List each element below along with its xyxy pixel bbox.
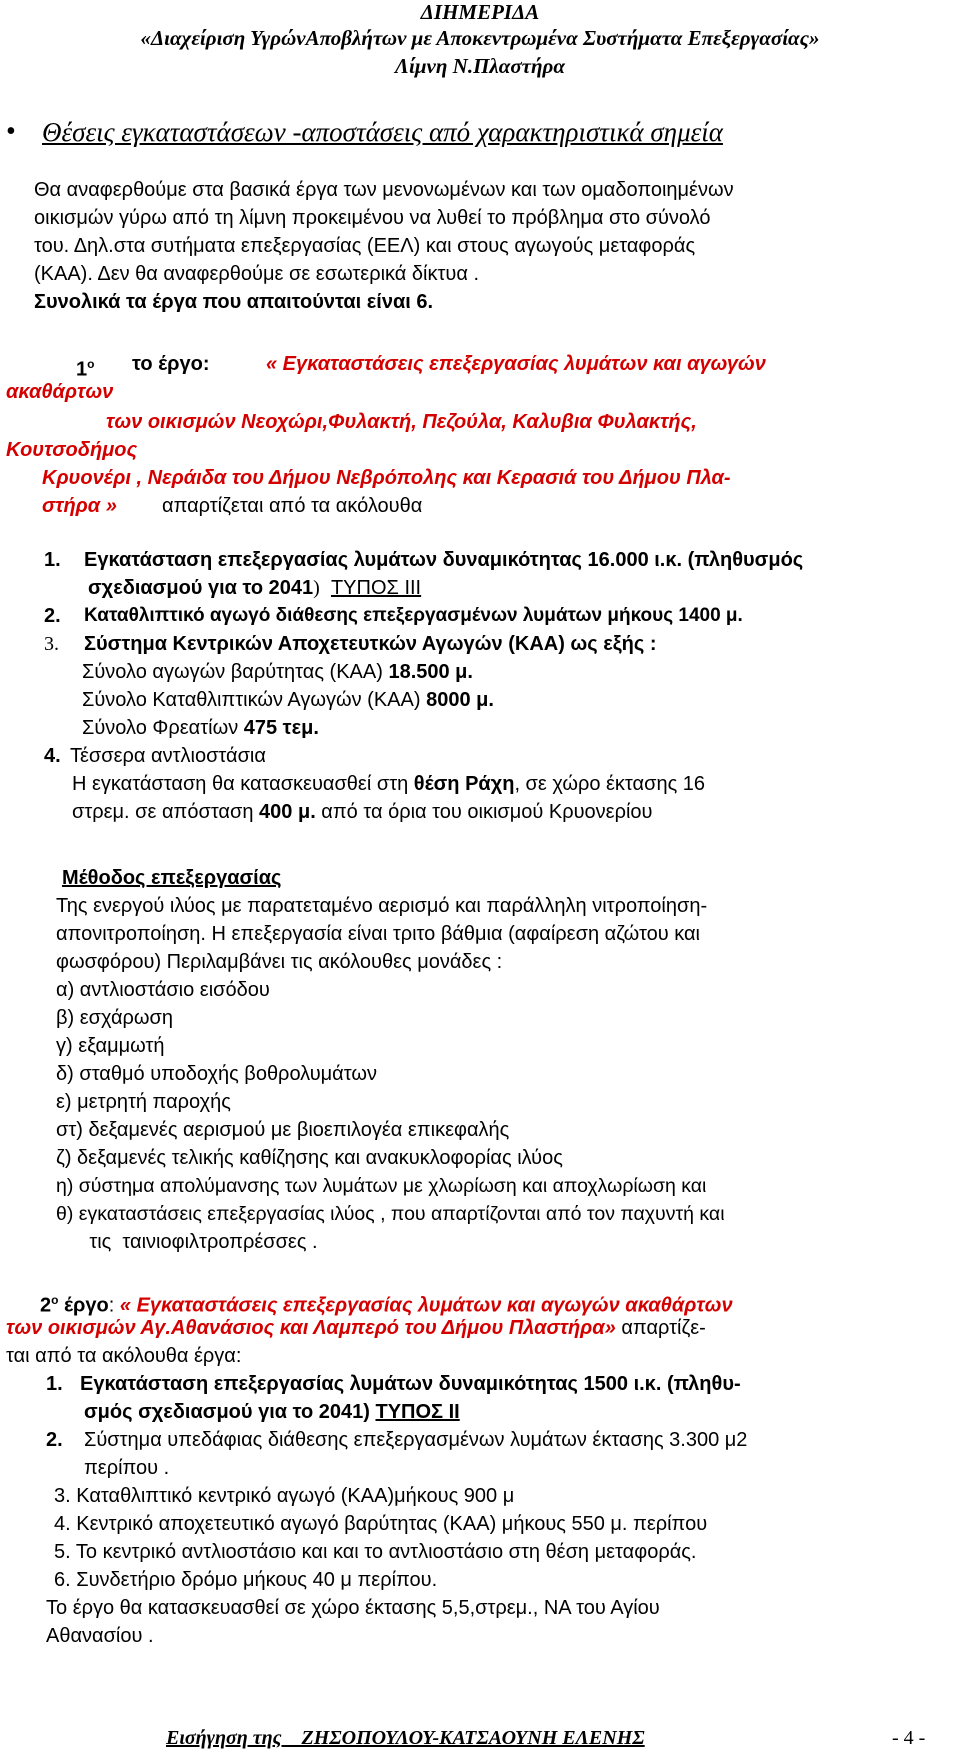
project1-number: $1^o$ <box>76 357 95 381</box>
header-location: Λίμνη Ν.Πλαστήρα <box>395 54 565 78</box>
p1-location-2: στρεμ. σε απόσταση 400 μ. από τα όρια του οικισμού Κρυονερίου <box>72 801 653 823</box>
p2-item5: 5. Το κεντρικό αντλιοστάσιο και και το αντλιοστάσιο στη θέση μεταφοράς. <box>54 1541 697 1563</box>
p2-item1-line2: σμός σχεδιασμού για το 2041) ΤΥΠΟΣ ΙΙ <box>84 1401 460 1423</box>
p2-item1-line1: Εγκατάσταση επεξεργασίας λυμάτων δυναμικότητας 1500 ι.κ. (πληθυ- <box>80 1373 741 1395</box>
method-unit-h: η) σύστημα απολύμανσης των λυμάτων με χλωρίωση και αποχλωρίωση και <box>56 1175 707 1197</box>
p1-item2: Καταθλιπτικό αγωγό διάθεσης επεξεργασμένων λυμάτων μήκους 1400 μ. <box>84 605 743 626</box>
project1-title-3: των οικισμών Νεοχώρι,Φυλακτή, Πεζούλα, Καλυβια Φυλακτής, <box>106 411 697 433</box>
footer-author: Εισήγηση της ΖΗΣΟΠΟΥΛΟΥ-ΚΑΤΣΑΟΥΝΗ ΕΛΕΝΗΣ <box>166 1727 645 1749</box>
project2-heading: $2^o$ έργο: « Εγκαταστάσεις επεξεργασίας λυμάτων και αγωγών ακαθάρτων <box>40 1293 733 1317</box>
method-unit-st: στ) δεξαμενές αερισμού με βιοεπιλογέα επικεφαλής <box>56 1119 510 1141</box>
method-line-1: Της ενεργού ιλύος με παρατεταμένο αερισμό και παράλληλη νιτροποίηση- <box>56 895 708 917</box>
project1-consists: απαρτίζεται από τα ακόλουθα <box>162 495 423 517</box>
p1-item3-gravity: Σύνολο αγωγών βαρύτητας (ΚΑΑ) 18.500 μ. <box>82 661 473 683</box>
p2-item2-num: 2. <box>46 1429 63 1451</box>
p2-item3: 3. Καταθλιπτικό κεντρικό αγωγό (ΚΑΑ)μήκους 900 μ <box>54 1485 515 1507</box>
p2-item1-num: 1. <box>46 1373 63 1395</box>
intro-total-projects: Συνολικά τα έργα που απαιτούνται είναι 6. <box>34 291 434 313</box>
p1-item1-line2: σχεδιασμού για το 2041) ΤΥΠΟΣ ΙΙΙ <box>88 577 422 599</box>
project1-title-4: Κουτσοδήμος <box>6 439 138 461</box>
header-title: ΔΙΗΜΕΡΙΔΑ <box>420 0 540 24</box>
method-line-2: απονιτροποίηση. Η επεξεργασία είναι τριτο βάθμια (αφαίρεση αζώτου και <box>56 923 700 945</box>
method-title: Μέθοδος επεξεργασίας <box>62 867 282 889</box>
project1-title-6: στήρα » <box>42 495 117 517</box>
intro-line-1: Θα αναφερθούμε στα βασικά έργα των μενονωμένων και των ομαδοποιημένων <box>34 179 734 201</box>
bullet-icon: • <box>6 116 16 147</box>
p1-item1-num: 1. <box>44 549 61 571</box>
page-number: - 4 - <box>892 1727 926 1749</box>
p1-item1-line1: Εγκατάσταση επεξεργασίας λυμάτων δυναμικότητας 16.000 ι.κ. (πληθυσμός <box>84 549 804 571</box>
p2-item6: 6. Συνδετήριο δρόμο μήκους 40 μ περίπου. <box>54 1569 438 1591</box>
method-unit-th: θ) εγκαταστάσεις επεξεργασίας ιλύος , που απαρτίζονται από τον παχυντή και <box>56 1203 725 1225</box>
p2-site-line-1: Το έργο θα κατασκευασθεί σε χώρο έκτασης 5,5,στρεμ., ΝΑ του Αγίου <box>46 1597 660 1619</box>
method-unit-a: α) αντλιοστάσιο εισόδου <box>56 979 270 1001</box>
method-unit-z: ζ) δεξαμενές τελικής καθίζησης και ανακυκλοφορίας ιλύος <box>56 1147 563 1169</box>
p1-location-1: Η εγκατάσταση θα κατασκευασθεί στη θέση Ράχη, σε χώρο έκτασης 16 <box>72 773 706 795</box>
p2-site-line-2: Αθανασίου . <box>46 1625 154 1647</box>
method-unit-th-cont: τις ταινιοφιλτροπρέσσες . <box>56 1231 318 1253</box>
intro-line-3: του. Δηλ.στα συτήματα επεξεργασίας (ΕΕΛ) και στους αγωγούς μεταφοράς <box>34 235 696 257</box>
method-unit-b: β) εσχάρωση <box>56 1007 173 1029</box>
p1-item3-num: 3. <box>44 633 59 655</box>
project1-title-5: Κρυονέρι , Νεράιδα του Δήμου Νεβρόπολης και Κερασιά του Δήμου Πλα- <box>42 467 731 489</box>
p2-item2-line2: περίπου . <box>84 1457 170 1479</box>
p1-item3-manholes: Σύνολο Φρεατίων 475 τεμ. <box>82 717 319 739</box>
p1-item3: Σύστημα Κεντρικών Αποχετευτκών Αγωγών (ΚΑΑ) ως εξής : <box>84 633 657 655</box>
intro-line-4: (ΚΑΑ). Δεν θα αναφερθούμε σε εσωτερικά δίκτυα . <box>34 263 479 285</box>
header-subtitle: «Διαχείριση ΥγρώνΑποβλήτων με Αποκεντρωμένα Συστήματα Επεξεργασίας» <box>140 26 820 50</box>
method-unit-d: δ) σταθμό υποδοχής βοθρολυμάτων <box>56 1063 377 1085</box>
method-line-3: φωσφόρου) Περιλαμβάνει τις ακόλουθες μονάδες : <box>56 951 503 973</box>
project2-title-2: των οικισμών Αγ.Αθανάσιος και Λαμπερό του Δήμου Πλαστήρα» απαρτίζε- <box>6 1317 706 1339</box>
p1-item4: Τέσσερα αντλιοστάσια <box>70 745 266 767</box>
method-unit-e: ε) μετρητή παροχής <box>56 1091 231 1113</box>
method-unit-c: γ) εξαμμωτή <box>56 1035 165 1057</box>
p1-item2-num: 2. <box>44 605 61 627</box>
project1-title-2: ακαθάρτων <box>6 381 114 403</box>
p1-item3-pressure: Σύνολο Καταθλιπτικών Αγωγών (ΚΑΑ) 8000 μ. <box>82 689 494 711</box>
p2-item2-line1: Σύστημα υπεδάφιας διάθεσης επεξεργασμένων λυμάτων έκτασης 3.300 μ2 <box>84 1429 748 1451</box>
project2-consists: ται από τα ακόλουθα έργα: <box>6 1345 242 1367</box>
project1-title-1: « Εγκαταστάσεις επεξεργασίας λυμάτων και αγωγών <box>266 353 766 375</box>
p2-item4: 4. Κεντρικό αποχετευτικό αγωγό βαρύτητας (ΚΑΑ) μήκους 550 μ. περίπου <box>54 1513 708 1535</box>
p1-item4-num: 4. <box>44 745 61 767</box>
section-title: Θέσεις εγκαταστάσεων -αποστάσεις από χαρακτηριστικά σημεία <box>42 117 723 147</box>
project1-label: το έργο: <box>132 353 210 375</box>
intro-line-2: οικισμών γύρω από τη λίμνη προκειμένου να λυθεί το πρόβλημα στο σύνολό <box>34 207 711 229</box>
